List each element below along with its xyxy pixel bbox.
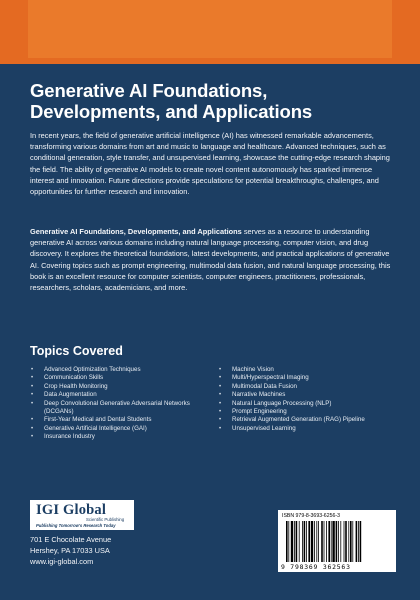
publisher-logo-name: IGI Global (36, 502, 107, 518)
topic-item (30, 383, 210, 391)
isbn-text: ISBN 979-8-3693-6256-3 (282, 513, 340, 519)
barcode-bar (286, 521, 288, 562)
barcode-bar (308, 521, 310, 562)
bullet-icon: • (31, 434, 34, 441)
publisher-logo (30, 500, 134, 530)
bullet-icon: • (219, 409, 222, 416)
bullet-icon: • (31, 400, 34, 407)
top-orange-band (0, 0, 420, 64)
book-title-inline: Generative AI Foundations, Developments, and Applications (30, 227, 242, 236)
barcode-bar (291, 521, 293, 562)
topic-label: Prompt Engineering (232, 408, 287, 416)
publisher-address-line-2: Hershey, PA 17033 USA (30, 546, 110, 555)
topic-item (218, 400, 398, 408)
topics-heading: Topics Covered (30, 344, 123, 358)
barcode-bar (348, 521, 349, 562)
topic-label: Deep Convolutional Generative Adversarial Networks (DCGANs) (44, 399, 190, 416)
barcode-bar (331, 521, 332, 562)
bullet-icon: • (31, 417, 34, 424)
topic-label: Multi/Hyperspectral Imaging (232, 374, 309, 382)
barcode-bar (338, 521, 339, 562)
barcode-bar (311, 521, 313, 562)
topic-item (218, 383, 398, 391)
barcode-bar (306, 521, 307, 562)
publisher-logo-subtitle: Scientific Publishing (86, 517, 125, 522)
publisher-website: www.igi-global.com (30, 557, 94, 566)
barcode-bar (288, 521, 289, 562)
barcode-bar (314, 521, 315, 562)
topic-label: Data Augmentation (44, 391, 97, 399)
topic-item (30, 433, 210, 441)
topic-item (218, 366, 398, 374)
barcode-bar (302, 521, 303, 562)
bullet-icon: • (31, 375, 34, 382)
bullet-icon: • (219, 417, 222, 424)
topic-label: Insurance Industry (44, 433, 95, 441)
book-title: Generative AI Foundations, Developments, and Applications (30, 80, 313, 122)
barcode-bar (316, 521, 317, 562)
bullet-icon: • (31, 367, 34, 373)
barcode-bar (352, 521, 353, 562)
topic-item (218, 374, 398, 382)
topic-label: Natural Language Processing (NLP) (232, 399, 332, 407)
topic-item (30, 416, 210, 424)
topic-item (218, 391, 398, 399)
barcode-bar (299, 521, 300, 562)
description-paragraph-1: In recent years, the field of generative artificial intelligence (AI) has witnessed remarkable advancements, transforming various domains from art and music to language and healthcare. Advanced techniques, such as conditional generation, style transfer, and unsupervised learning, showcase the cutting-edge research shaping the field. The ability of generative AI models to create novel content autonomously has sparked immense interest and innovation. Future directions provide speculations for potential breakthroughs, challenges, and opportunities for further research and innovation. (30, 131, 390, 197)
barcode-bar (332, 521, 334, 562)
barcode-bar (345, 521, 347, 562)
bullet-icon: • (31, 383, 34, 390)
topic-item (30, 391, 210, 399)
bullet-icon: • (219, 367, 222, 373)
publisher-logo-tagline: Publishing Tomorrow's Research Today (36, 523, 116, 528)
bullet-icon: • (219, 392, 222, 399)
barcode-bar (326, 521, 327, 562)
topic-label: Communication Skills (44, 374, 104, 382)
topic-item (218, 416, 398, 424)
ean-digits: 9 798369 362563 (281, 563, 351, 571)
topic-label: Machine Vision (232, 366, 274, 373)
barcode-bar (304, 521, 306, 562)
barcode-bar (360, 521, 362, 562)
topic-label: Multimodal Data Fusion (232, 382, 297, 390)
bullet-icon: • (219, 400, 222, 407)
topic-item (218, 425, 398, 433)
barcode-bar (356, 521, 358, 562)
barcode-bar (344, 521, 345, 562)
bullet-icon: • (219, 383, 222, 390)
topic-item (218, 408, 398, 416)
topic-item (30, 366, 210, 374)
topic-label: Narrative Machines (232, 391, 286, 399)
description-paragraph-2 (30, 226, 395, 293)
barcode-bar (340, 521, 341, 562)
bullet-icon: • (219, 425, 222, 432)
topic-label: Crop Health Monitoring (44, 382, 108, 390)
topic-item (30, 374, 210, 382)
topics-list-left (30, 366, 210, 442)
bullet-icon: • (219, 375, 222, 382)
barcode-bar (336, 521, 338, 562)
barcode-label (278, 510, 396, 572)
topic-item (30, 400, 210, 417)
publisher-address-line-1: 701 E Chocolate Avenue (30, 535, 112, 544)
topic-label: Generative Artificial Intelligence (GAI) (44, 424, 147, 432)
barcode-bar (296, 521, 298, 562)
barcode-bar (318, 521, 319, 562)
barcode-bar (294, 521, 295, 562)
topic-label: First-Year Medical and Dental Students (44, 416, 152, 424)
topic-label: Advanced Optimization Techniques (44, 366, 141, 373)
description-paragraph-2-text: serves as a resource to understanding generative AI across various domains including natural language processing, computer vision, and drug discovery. It explores the theoretical foundations, latest developments, and practical applications of generative AI. Covering topics such as prompt engineering, multimodal data fusion, and natural language processing, this book is an excellent resource for computer scientists, computer engineers, practitioners, professionals, researchers, scholars, academicians, and more. (30, 227, 391, 293)
bullet-icon: • (31, 392, 34, 399)
barcode-graphic (286, 521, 388, 562)
front-flap-orange-panel (28, 0, 392, 58)
barcode-bar (358, 521, 359, 562)
topics-list-right (218, 366, 398, 433)
topic-label: Retrieval Augmented Generation (RAG) Pipeline (232, 416, 365, 424)
barcode-bar (324, 521, 325, 562)
barcode-bar (321, 521, 323, 562)
topic-item (30, 425, 210, 433)
bullet-icon: • (31, 425, 34, 432)
topic-label: Unsupervised Learning (232, 424, 296, 432)
barcode-bar (328, 521, 330, 562)
barcode-bar (350, 521, 352, 562)
